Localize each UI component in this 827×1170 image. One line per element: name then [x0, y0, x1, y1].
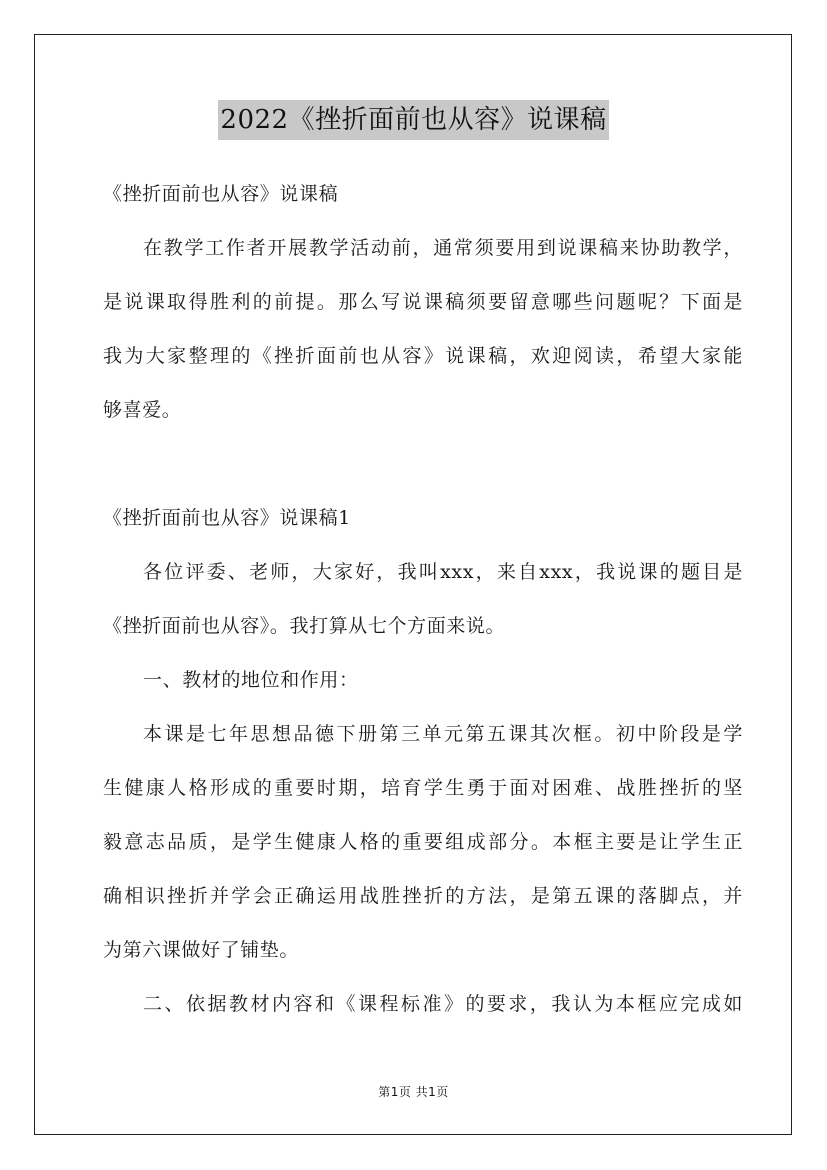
point1-line-1: 本课是七年思想品德下册第三单元第五课其次框。初中阶段是学: [143, 723, 743, 745]
point1-line-3: 毅意志品质，是学生健康人格的重要组成部分。本框主要是让学生正: [103, 831, 743, 853]
point1-heading: 一、教材的地位和作用：: [143, 669, 359, 691]
greeting-line-1: 各位评委、老师，大家好，我叫xxx，来自xxx，我说课的题目是: [143, 561, 743, 583]
greeting-line-2: 《挫折面前也从容》。我打算从七个方面来说。: [103, 615, 506, 637]
intro-line-3: 我为大家整理的《挫折面前也从容》说课稿，欢迎阅读，希望大家能: [103, 345, 743, 367]
intro-line-4: 够喜爱。: [103, 399, 182, 421]
intro-line-2: 是说课取得胜利的前提。那么写说课稿须要留意哪些问题呢？下面是: [103, 291, 743, 313]
page-footer: 第1页 共1页: [378, 1085, 449, 1099]
intro-line-1: 在教学工作者开展教学活动前，通常须要用到说课稿来协助教学，: [143, 237, 743, 259]
document-title: 2022《挫折面前也从容》说课稿: [218, 100, 608, 140]
point2-heading: 二、依据教材内容和《课程标准》的要求，我认为本框应完成如: [143, 993, 743, 1015]
point1-line-2: 生健康人格形成的重要时期，培育学生勇于面对困难、战胜挫折的坚: [103, 777, 743, 799]
point1-line-5: 为第六课做好了铺垫。: [103, 939, 300, 961]
section1-heading: 《挫折面前也从容》说课稿1: [103, 507, 351, 529]
document-subtitle: 《挫折面前也从容》说课稿: [103, 183, 339, 205]
title-wrap: [0, 100, 827, 140]
point1-line-4: 确相识挫折并学会正确运用战胜挫折的方法，是第五课的落脚点，并: [103, 885, 743, 907]
